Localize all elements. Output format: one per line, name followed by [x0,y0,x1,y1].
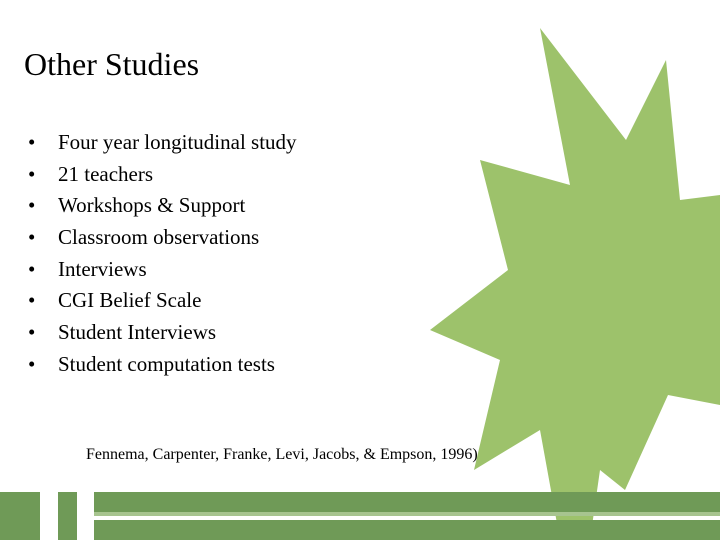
citation-text: Fennema, Carpenter, Franke, Levi, Jacobs, & Empson, 1996) [86,446,478,463]
bullet-text: CGI Belief Scale [58,288,202,313]
slide-title: Other Studies [24,46,200,82]
bullet-text: 21 teachers [58,161,154,186]
bullet-marker: • [28,130,36,154]
footer-bar-light [94,512,720,516]
bullet-marker: • [28,288,36,313]
bullet-marker: • [28,256,36,281]
bullet-marker: • [28,161,36,186]
footer-bar-bottom [94,520,720,540]
bullet-text: Classroom observations [58,225,260,250]
bullet-text: Interviews [58,256,147,281]
bullet-text: Four year longitudinal study [58,130,297,154]
bullet-marker: • [28,320,36,345]
footer-bar-top [94,492,720,512]
bullet-text: Student computation tests [58,351,275,376]
bullet-marker: • [28,351,36,376]
bullet-marker: • [28,193,36,218]
footer-block-middle [58,492,77,540]
bullet-text: Student Interviews [58,320,217,345]
bullet-marker: • [28,225,36,250]
footer-block-left [0,492,40,540]
bullet-text: Workshops & Support [58,193,246,218]
